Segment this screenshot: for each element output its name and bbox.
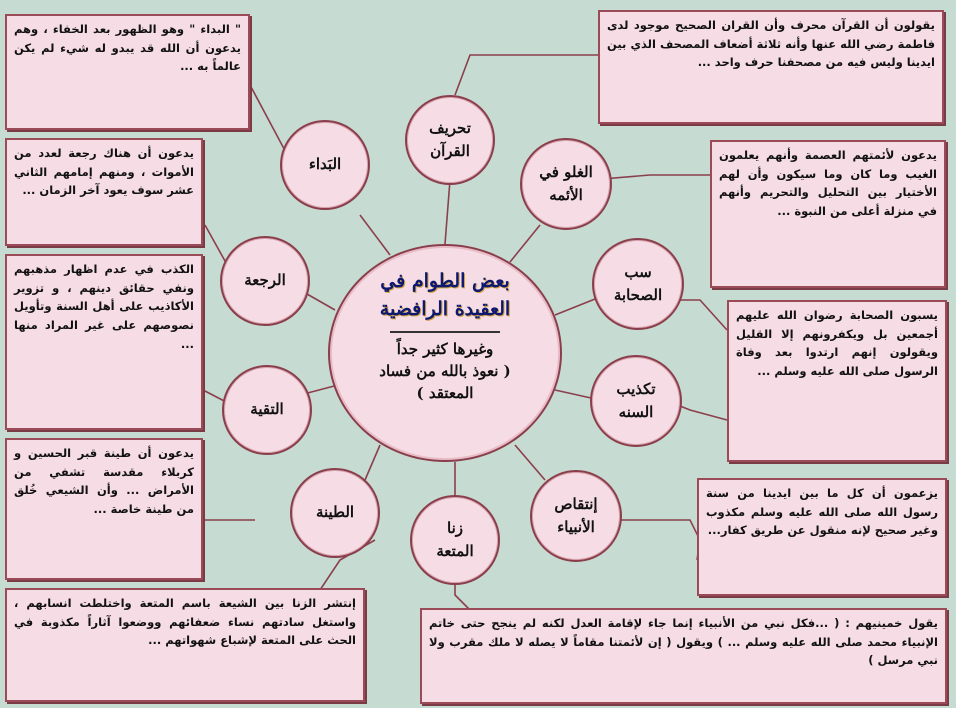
center-divider	[390, 331, 500, 333]
box-ghuluw: يدعون لأئمتهم العصمة وأنهم يعلمون الغيب وما كان وما سيكون وأن لهم الأختيار بين التحليل والتحريم وأنهم في منزلة أعلى من النبوة ...	[710, 140, 946, 288]
center-title-line2: العقيدة الرافضية	[379, 297, 511, 320]
box-zina: إنتشر الزنا بين الشيعة باسم المتعة واختلطت انسابهم ، واستغل سادتهم نساء ضعفائهم ووضعوا آثاراً مكذوبة في الحث على المتعة لإشباع شهواتهم ...	[5, 588, 365, 702]
center-note-line1: وغيرها كثير جداً	[396, 340, 494, 359]
box-taqiyya: الكذب في عدم اظهار مذهبهم ونفي حقائق دينهم ، و تزوير الأكاذيب على أهل السنة وتأويل نصوصهم على غير المراد منها ...	[5, 254, 203, 430]
node-bada: البَداء	[280, 120, 370, 210]
node-takdhib: تكذيب السنه	[590, 355, 682, 447]
node-taqiyya: التقية	[222, 365, 312, 455]
node-intiqas: إنتقاص الأنبياء	[530, 470, 622, 562]
box-rajaa: يدعون أن هناك رجعة لعدد من الأموات ، ومنهم إمامهم الثاني عشر سوف يعود آخر الزمان ...	[5, 138, 203, 246]
box-takdhib: يزعمون أن كل ما بين ايدينا من سنة رسول الله صلى الله عليه وسلم مكذوب وغير صحيح لإنه منقول عن طريق كفار...	[697, 478, 947, 596]
box-bada: " البداء " وهو الظهور بعد الخفاء ، وهم يدعون أن الله قد يبدو له شيء لم يكن عالماً به ...	[5, 14, 250, 130]
box-sabb: يسبون الصحابة رضوان الله عليهم أجمعين بل ويكفرونهم إلا القليل ويقولون إنهم ارتدوا بعد وفاة الرسول صلى الله عليه وسلم ...	[727, 300, 947, 462]
node-zina: زنا المتعة	[410, 495, 500, 585]
box-intiqas: يقول خمينيهم : ( ...فكل نبي من الأنبياء إنما جاء لإقامة العدل لكنه لم ينجح حتى خاتم الإنبياء محمد صلى الله عليه وسلم ... ) ويقول ( إن لأئمتنا مقاماً لا يصله لا ملك مقرب ولا نبي مرسل )	[420, 608, 947, 704]
node-sabb: سب الصحابة	[592, 238, 684, 330]
box-tina: يدعون أن طينة قبر الحسين و كربلاء مقدسة تشفي من الأمراض ... وأن الشيعي خُلق من طينة خاصة ...	[5, 438, 203, 580]
node-ghuluw: الغلو في الأئمه	[520, 138, 612, 230]
node-tahrif: تحريف القرآن	[405, 95, 495, 185]
node-tina: الطينة	[290, 468, 380, 558]
center-note-line2: ( نعوذ بالله من فساد	[379, 361, 511, 380]
center-circle	[328, 244, 562, 462]
box-tahrif: يقولون أن القرآن محرف وأن القران الصحيح موجود لدى فاطمة رضي الله عنها وأنه ثلاثة أضعاف المصحف الذي بين ايدينا وليس فيه من مصحفنا حرف واحد ...	[598, 10, 944, 124]
node-rajaa: الرجعة	[220, 236, 310, 326]
center-title-line1: بعض الطوام في	[380, 270, 510, 292]
center-note-line3: المعتقد )	[416, 383, 474, 402]
